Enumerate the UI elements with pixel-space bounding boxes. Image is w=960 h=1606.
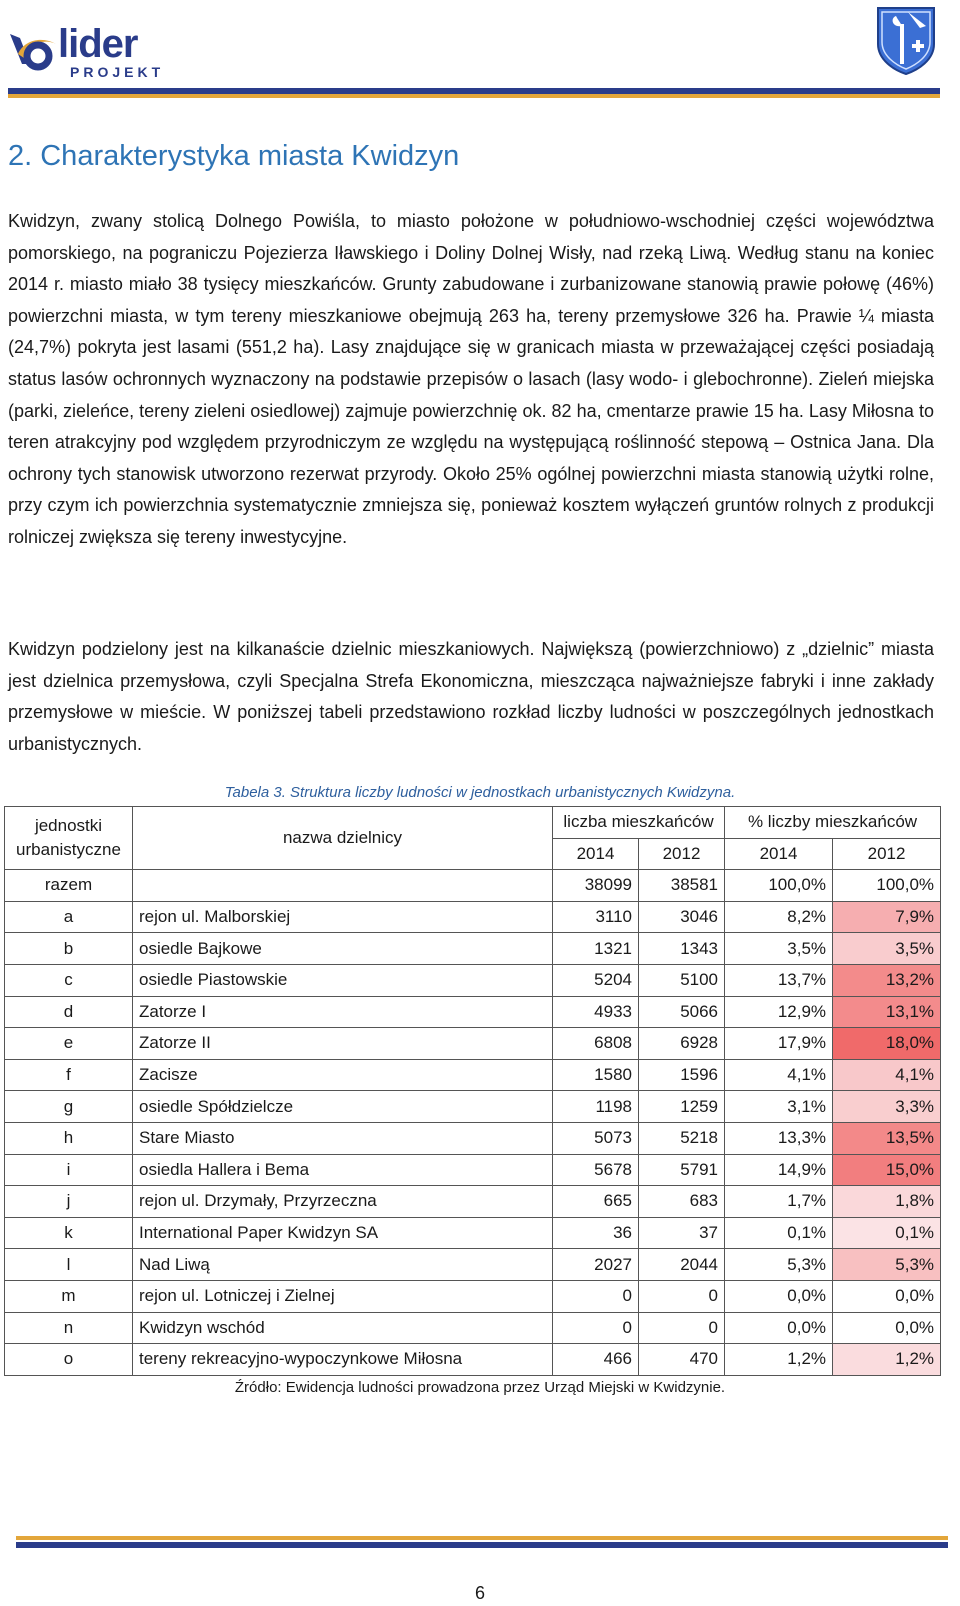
table-row xyxy=(5,1091,941,1123)
count-2012-cell: 2044 xyxy=(639,1249,725,1281)
district-name-cell: Stare Miasto xyxy=(133,1122,553,1154)
district-name-cell: osiedle Bajkowe xyxy=(133,933,553,965)
percent-2014-cell: 5,3% xyxy=(725,1249,833,1281)
district-name-cell: osiedle Spółdzielcze xyxy=(133,1091,553,1123)
percent-2014-cell: 12,9% xyxy=(725,996,833,1028)
unit-cell: a xyxy=(5,901,133,933)
count-2012-cell: 1343 xyxy=(639,933,725,965)
percent-2012-cell: 15,0% xyxy=(833,1154,941,1186)
body-paragraph-1: Kwidzyn, zwany stolicą Dolnego Powiśla, to miasto położone w południowo-wschodniej części województwa pomorskiego, na pograniczu Pojezierza Iławskiego i Doliny Dolnej Wisły, nad rzeką Liwą. Według stanu na koniec 2014 r. miasto miało 38 tysięcy mieszkańców. Grunty zabudowane i zurbanizowane stanowią prawie połowę (46%) powierzchni miasta, w tym tereny mieszkaniowe obejmują 263 ha, tereny przemysłowe 326 ha. Prawie ¼ miasta (24,7%) pokryta jest lasami (551,2 ha). Lasy znajdujące się w granicach miasta w przeważającej części posiadają status lasów ochronnych wyznaczony na podstawie przepisów o lasach (lasy wodo- i glebochronne). Zieleń miejska (parki, zieleńce, tereny zieleni osiedlowej) zajmuje powierzchnię ok. 82 ha, cmentarze prawie 15 ha. Lasy Miłosna to teren atrakcyjny pod względem przyrodniczym ze względu na występującą roślinność stepową – Ostnica Jana. Dla ochrony tych stanowisk utworzono rezerwat przyrody. Około 25% ogólnej powierzchni miasta stanowią użytki rolne, przy czym ich powierzchnia systematycznie zmniejsza się, ponieważ kosztem wyłączeń gruntów rolnych z produkcji rolniczej zwiększa się tereny inwestycyjne. xyxy=(8,211,934,547)
percent-2012-cell: 0,0% xyxy=(833,1280,941,1312)
table-total-row xyxy=(5,870,941,902)
count-2014-cell: 5678 xyxy=(553,1154,639,1186)
district-name-cell: rejon ul. Drzymały, Przyrzeczna xyxy=(133,1186,553,1218)
header-year: 2014 xyxy=(725,838,833,870)
table-row xyxy=(5,901,941,933)
unit-cell: n xyxy=(5,1312,133,1344)
table-row xyxy=(5,1280,941,1312)
district-name-cell: Zacisze xyxy=(133,1059,553,1091)
count-2014-cell: 36 xyxy=(553,1217,639,1249)
percent-2014-cell: 8,2% xyxy=(725,901,833,933)
table-header-row xyxy=(5,807,941,839)
district-name-cell: International Paper Kwidzyn SA xyxy=(133,1217,553,1249)
unit-cell: razem xyxy=(5,870,133,902)
count-2012-cell: 6928 xyxy=(639,1028,725,1060)
district-name-cell: Zatorze II xyxy=(133,1028,553,1060)
header-rule-gold xyxy=(8,94,940,98)
header-year: 2012 xyxy=(639,838,725,870)
percent-2014-cell: 0,0% xyxy=(725,1312,833,1344)
count-2014-cell: 1321 xyxy=(553,933,639,965)
unit-cell: k xyxy=(5,1217,133,1249)
count-2012-cell: 3046 xyxy=(639,901,725,933)
percent-2014-cell: 0,1% xyxy=(725,1217,833,1249)
percent-2014-cell: 3,5% xyxy=(725,933,833,965)
percent-2014-cell: 0,0% xyxy=(725,1280,833,1312)
footer-rule-gold xyxy=(16,1536,948,1540)
table-row xyxy=(5,1028,941,1060)
district-name-cell: osiedla Hallera i Bema xyxy=(133,1154,553,1186)
count-2012-cell: 5066 xyxy=(639,996,725,1028)
percent-2012-cell: 5,3% xyxy=(833,1249,941,1281)
percent-2014-cell: 14,9% xyxy=(725,1154,833,1186)
count-2012-cell: 0 xyxy=(639,1280,725,1312)
percent-2014-cell: 100,0% xyxy=(725,870,833,902)
percent-2012-cell: 4,1% xyxy=(833,1059,941,1091)
population-table xyxy=(4,806,941,1376)
count-2012-cell: 1259 xyxy=(639,1091,725,1123)
percent-2014-cell: 4,1% xyxy=(725,1059,833,1091)
district-name-cell: Kwidzyn wschód xyxy=(133,1312,553,1344)
header-units: jednostki urbanistyczne xyxy=(5,807,133,870)
percent-2012-cell: 18,0% xyxy=(833,1028,941,1060)
percent-2012-cell: 0,0% xyxy=(833,1312,941,1344)
table-row xyxy=(5,1249,941,1281)
count-2014-cell: 0 xyxy=(553,1280,639,1312)
count-2014-cell: 5204 xyxy=(553,964,639,996)
header-year: 2012 xyxy=(833,838,941,870)
unit-cell: f xyxy=(5,1059,133,1091)
table-row xyxy=(5,1154,941,1186)
count-2012-cell: 1596 xyxy=(639,1059,725,1091)
percent-2012-cell: 0,1% xyxy=(833,1217,941,1249)
unit-cell: e xyxy=(5,1028,133,1060)
table-row xyxy=(5,1059,941,1091)
table-row xyxy=(5,1122,941,1154)
count-2012-cell: 38581 xyxy=(639,870,725,902)
footer-rule-blue xyxy=(16,1542,948,1548)
count-2012-cell: 5791 xyxy=(639,1154,725,1186)
percent-2014-cell: 13,3% xyxy=(725,1122,833,1154)
table-row xyxy=(5,1217,941,1249)
count-2014-cell: 38099 xyxy=(553,870,639,902)
logo-wordmark: lider xyxy=(58,22,138,66)
count-2014-cell: 1580 xyxy=(553,1059,639,1091)
count-2012-cell: 0 xyxy=(639,1312,725,1344)
table-body xyxy=(5,870,941,1376)
table-row xyxy=(5,996,941,1028)
percent-2012-cell: 13,1% xyxy=(833,996,941,1028)
count-2012-cell: 470 xyxy=(639,1344,725,1376)
unit-cell: l xyxy=(5,1249,133,1281)
count-2014-cell: 4933 xyxy=(553,996,639,1028)
table-row xyxy=(5,933,941,965)
logo-swoosh-icon xyxy=(8,24,60,76)
header-resident-percent: % liczby mieszkańców xyxy=(725,807,941,839)
unit-cell: g xyxy=(5,1091,133,1123)
count-2014-cell: 1198 xyxy=(553,1091,639,1123)
percent-2014-cell: 1,7% xyxy=(725,1186,833,1218)
unit-cell: c xyxy=(5,964,133,996)
count-2012-cell: 5218 xyxy=(639,1122,725,1154)
district-name-cell: rejon ul. Malborskiej xyxy=(133,901,553,933)
table-source-note: Źródło: Ewidencja ludności prowadzona przez Urząd Miejski w Kwidzynie. xyxy=(234,1379,726,1396)
count-2014-cell: 2027 xyxy=(553,1249,639,1281)
body-paragraph-2: Kwidzyn podzielony jest na kilkanaście dzielnic mieszkaniowych. Największą (powierzchniowo) z „dzielnic” miasta jest dzielnica przemysłowa, czyli Specjalna Strefa Ekonomiczna, mieszcząca najważniejsze fabryki i inne zakłady przemysłowe w mieście. W poniższej tabeli przedstawiono rozkład liczby ludności w poszczególnych jednostkach urbanistycznych. xyxy=(8,639,934,754)
percent-2014-cell: 13,7% xyxy=(725,964,833,996)
count-2014-cell: 6808 xyxy=(553,1028,639,1060)
percent-2012-cell: 13,2% xyxy=(833,964,941,996)
count-2012-cell: 37 xyxy=(639,1217,725,1249)
header-resident-count: liczba mieszkańców xyxy=(553,807,725,839)
table-row xyxy=(5,1312,941,1344)
percent-2012-cell: 1,8% xyxy=(833,1186,941,1218)
unit-cell: i xyxy=(5,1154,133,1186)
count-2014-cell: 0 xyxy=(553,1312,639,1344)
header-year: 2014 xyxy=(553,838,639,870)
district-name-cell: Zatorze I xyxy=(133,996,553,1028)
count-2014-cell: 5073 xyxy=(553,1122,639,1154)
percent-2014-cell: 17,9% xyxy=(725,1028,833,1060)
district-name-cell: Nad Liwą xyxy=(133,1249,553,1281)
table-row xyxy=(5,1344,941,1376)
percent-2012-cell: 13,5% xyxy=(833,1122,941,1154)
district-name-cell: tereny rekreacyjno-wypoczynkowe Miłosna xyxy=(133,1344,553,1376)
percent-2014-cell: 1,2% xyxy=(725,1344,833,1376)
section-title: 2. Charakterystyka miasta Kwidzyn xyxy=(8,140,460,172)
count-2014-cell: 3110 xyxy=(553,901,639,933)
percent-2012-cell: 3,5% xyxy=(833,933,941,965)
unit-cell: d xyxy=(5,996,133,1028)
count-2014-cell: 466 xyxy=(553,1344,639,1376)
header-district-name: nazwa dzielnicy xyxy=(133,807,553,870)
percent-2014-cell: 3,1% xyxy=(725,1091,833,1123)
count-2014-cell: 665 xyxy=(553,1186,639,1218)
count-2012-cell: 5100 xyxy=(639,964,725,996)
page-number: 6 xyxy=(474,1583,485,1603)
city-coat-of-arms-icon xyxy=(874,4,938,76)
percent-2012-cell: 7,9% xyxy=(833,901,941,933)
table-row xyxy=(5,964,941,996)
company-logo xyxy=(8,18,183,80)
district-name-cell xyxy=(133,870,553,902)
percent-2012-cell: 1,2% xyxy=(833,1344,941,1376)
percent-2012-cell: 100,0% xyxy=(833,870,941,902)
table-caption: Tabela 3. Struktura liczby ludności w jednostkach urbanistycznych Kwidzyna. xyxy=(224,784,736,801)
district-name-cell: osiedle Piastowskie xyxy=(133,964,553,996)
unit-cell: j xyxy=(5,1186,133,1218)
logo-subtitle: PROJEKT xyxy=(70,64,165,80)
unit-cell: b xyxy=(5,933,133,965)
unit-cell: o xyxy=(5,1344,133,1376)
percent-2012-cell: 3,3% xyxy=(833,1091,941,1123)
unit-cell: m xyxy=(5,1280,133,1312)
district-name-cell: rejon ul. Lotniczej i Zielnej xyxy=(133,1280,553,1312)
table-row xyxy=(5,1186,941,1218)
count-2012-cell: 683 xyxy=(639,1186,725,1218)
unit-cell: h xyxy=(5,1122,133,1154)
